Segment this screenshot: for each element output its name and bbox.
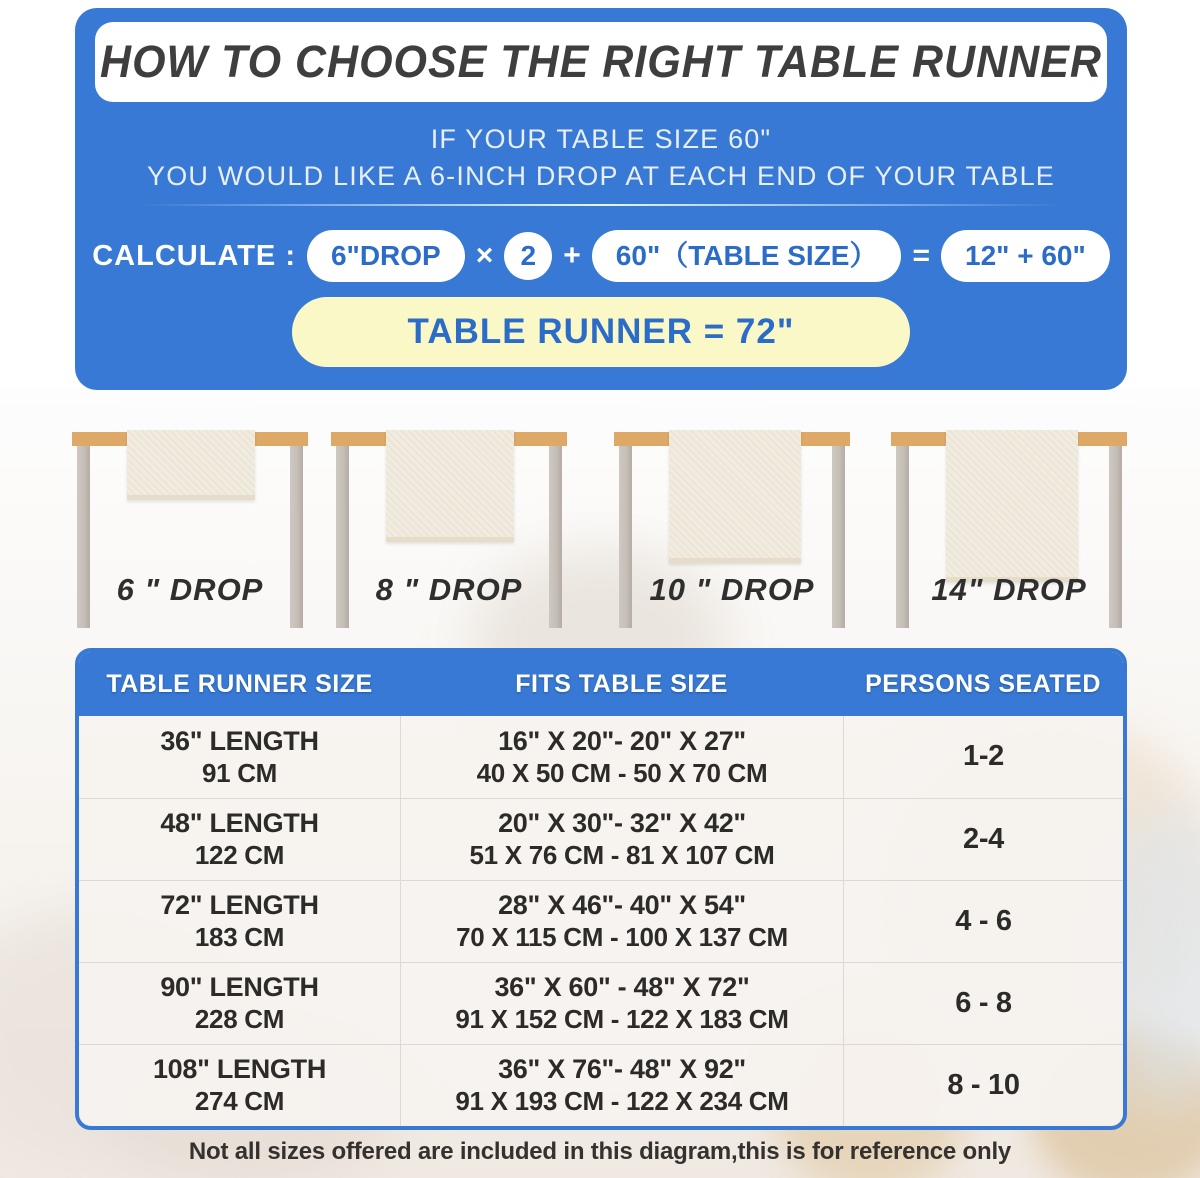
runner-size-cell — [79, 1045, 400, 1126]
persons-cell: 2-4 — [843, 799, 1123, 880]
runner-size-inches: 108" LENGTH — [152, 1054, 327, 1085]
calculation-panel — [75, 8, 1127, 390]
drop-label: 10 " DROP — [649, 572, 815, 607]
equals-sign: = — [912, 239, 931, 272]
table-illustration-6in — [72, 430, 308, 630]
size-chart-header — [79, 652, 1123, 716]
fits-size-cm: 91 X 152 CM - 122 X 183 CM — [455, 1004, 789, 1035]
column-header-persons: PERSONS SEATED — [865, 669, 1101, 698]
fits-size-cm: 70 X 115 CM - 100 X 137 CM — [456, 922, 788, 953]
sum-pill: 12" + 60" — [941, 230, 1110, 282]
table-row — [79, 880, 1123, 962]
table-row — [79, 716, 1123, 798]
table-row — [79, 962, 1123, 1044]
title-banner — [95, 22, 1107, 102]
intro-line-1: IF YOUR TABLE SIZE 60" — [430, 124, 772, 154]
runner-size-cm: 274 CM — [194, 1086, 285, 1117]
runner-size-cell — [79, 799, 400, 880]
persons-cell: 1-2 — [843, 716, 1123, 798]
intro-line-2: YOU WOULD LIKE A 6-INCH DROP AT EACH END OF YOUR TABLE — [146, 161, 1055, 191]
table-illustration-8in — [331, 430, 567, 630]
size-chart-panel — [75, 648, 1127, 1130]
runner-size-inches: 90" LENGTH — [160, 972, 319, 1003]
fits-size-cell — [400, 716, 843, 798]
runner-size-cm: 122 CM — [194, 840, 285, 871]
calculate-label: CALCULATE : — [92, 239, 296, 272]
runner-drape — [946, 430, 1078, 582]
fits-size-cell — [400, 1045, 843, 1126]
fits-size-inches: 20" X 30"- 32" X 42" — [498, 808, 746, 839]
fits-size-cm: 40 X 50 CM - 50 X 70 CM — [476, 757, 768, 788]
fits-size-inches: 36" X 60" - 48" X 72" — [494, 972, 750, 1003]
table-row — [79, 798, 1123, 880]
fits-size-cell — [400, 881, 843, 962]
runner-size-cell — [79, 881, 400, 962]
multiply-sign: × — [475, 239, 494, 272]
fits-size-cm: 51 X 76 CM - 81 X 107 CM — [469, 840, 775, 871]
fits-size-inches: 16" X 20"- 20" X 27" — [498, 725, 746, 756]
fits-size-inches: 36" X 76"- 48" X 92" — [498, 1054, 746, 1085]
drop-label: 8 " DROP — [375, 572, 523, 607]
runner-drape — [669, 430, 801, 563]
fits-size-cell — [400, 963, 843, 1044]
drop-value-pill: 6"DROP — [307, 230, 465, 282]
table-size-pill: 60"（TABLE SIZE） — [592, 230, 902, 282]
multiplier-badge: 2 — [504, 232, 552, 280]
fits-size-cm: 91 X 193 CM - 122 X 234 CM — [455, 1086, 789, 1117]
divider-line — [138, 204, 1064, 206]
column-header-runner-size: TABLE RUNNER SIZE — [106, 669, 373, 698]
footer-note: Not all sizes offered are included in this diagram,this is for reference only — [188, 1138, 1012, 1165]
size-chart-body — [79, 716, 1123, 1126]
runner-drape — [386, 430, 514, 542]
calculation-formula — [75, 228, 1127, 284]
runner-size-cm: 91 CM — [201, 757, 278, 788]
page-title: HOW TO CHOOSE THE RIGHT TABLE RUNNER — [100, 36, 1102, 87]
column-header-fits-size: FITS TABLE SIZE — [515, 669, 728, 698]
persons-cell: 6 - 8 — [843, 963, 1123, 1044]
result-pill: TABLE RUNNER = 72" — [292, 297, 910, 367]
drop-label: 14" DROP — [931, 572, 1087, 607]
persons-cell: 4 - 6 — [843, 881, 1123, 962]
runner-size-cell — [79, 963, 400, 1044]
plus-sign: + — [563, 239, 581, 272]
table-illustration-14in — [891, 430, 1127, 630]
fits-size-cell — [400, 799, 843, 880]
runner-drape — [127, 430, 255, 500]
runner-size-inches: 48" LENGTH — [160, 808, 319, 839]
table-illustration-10in — [614, 430, 850, 630]
table-row — [79, 1044, 1123, 1126]
runner-size-inches: 72" LENGTH — [160, 890, 319, 921]
runner-size-cm: 183 CM — [194, 922, 285, 953]
runner-size-cell — [79, 716, 400, 798]
drop-label: 6 " DROP — [116, 572, 264, 607]
runner-size-cm: 228 CM — [194, 1004, 285, 1035]
persons-cell: 8 - 10 — [843, 1045, 1123, 1126]
runner-size-inches: 36" LENGTH — [160, 725, 319, 756]
fits-size-inches: 28" X 46"- 40" X 54" — [498, 890, 746, 921]
